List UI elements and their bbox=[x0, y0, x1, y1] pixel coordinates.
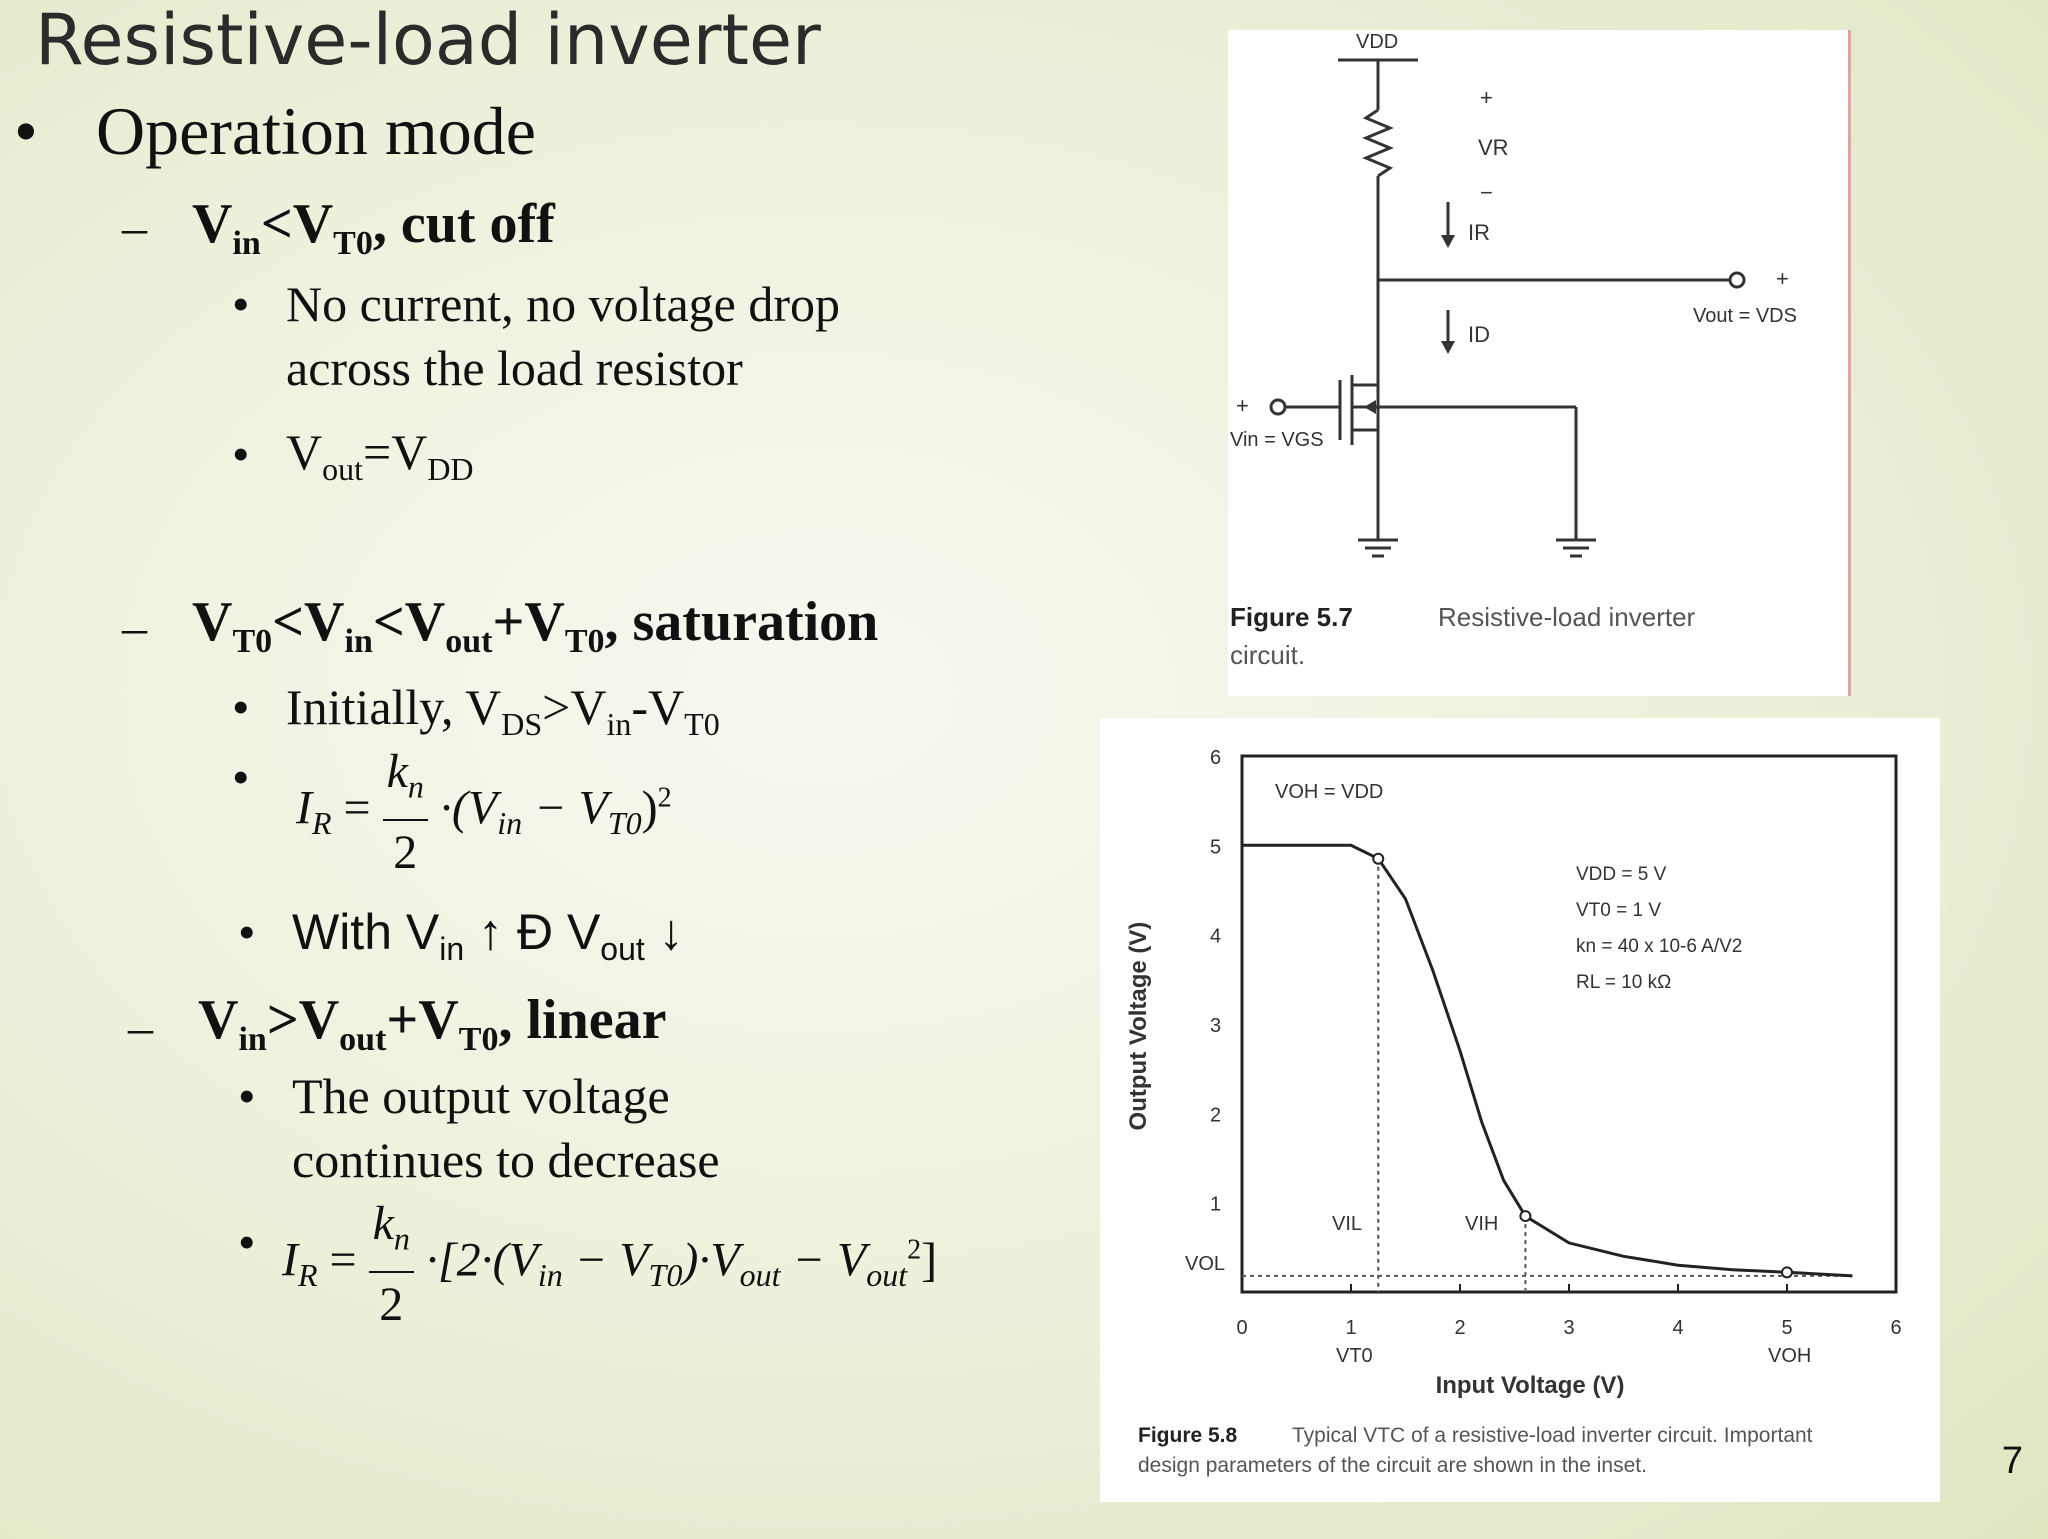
dash-marker: – bbox=[128, 999, 153, 1055]
param-vdd: VDD = 5 V bbox=[1576, 864, 1667, 885]
saturation-equation: $I_R$ = $\frac{k_n}{2}$ $\cdot(V_{in} - V_{T0})^2$ bbox=[296, 740, 672, 885]
x-tick-label: 0 bbox=[1236, 1317, 1248, 1339]
vol-label: VOL bbox=[1185, 1253, 1226, 1275]
id-label: ID bbox=[1468, 322, 1490, 347]
cutoff-point2: $V_{out}=V_{DD}$ bbox=[286, 424, 474, 487]
y-tick-label: 2 bbox=[1210, 1104, 1222, 1127]
linear-point1-line1: The output voltage bbox=[292, 1068, 670, 1124]
bullet-dot: • bbox=[238, 904, 256, 960]
x-tick-label: 1 bbox=[1345, 1317, 1357, 1339]
vtc-marker-point bbox=[1782, 1267, 1792, 1277]
y-tick-label: 1 bbox=[1210, 1193, 1222, 1216]
x-tick-label: 2 bbox=[1454, 1317, 1466, 1339]
figure-5-7-caption-line2: circuit. bbox=[1230, 640, 1306, 670]
vin-label: Vin = VGS bbox=[1230, 429, 1324, 451]
linear-equation: $I_R$ = $\frac{k_n}{2}$ $\cdot[2\cdot(V_{in} - V_{T0})\cdot V_{out} - V_{out}^2]$ bbox=[282, 1192, 937, 1337]
param-vt0: VT0 = 1 V bbox=[1576, 900, 1662, 921]
plus-label: + bbox=[1480, 85, 1493, 110]
vtc-curve-line bbox=[1242, 845, 1852, 1276]
y-axis-label: Output Voltage (V) bbox=[1125, 921, 1152, 1131]
figure-5-8-caption: Typical VTC of a resistive-load inverter circuit. Important bbox=[1292, 1424, 1813, 1447]
slide-title: Resistive-load inverter bbox=[35, 0, 821, 81]
x-tick-label: 5 bbox=[1781, 1317, 1793, 1339]
y-tick-label: 3 bbox=[1210, 1015, 1222, 1037]
figure-5-7-caption: Resistive-load inverter bbox=[1438, 602, 1696, 632]
dash-marker: – bbox=[122, 199, 147, 255]
plot-frame bbox=[1242, 756, 1896, 1292]
saturation-point3: With $V_{in}$ ↑ Ð $V_{out}$ ↓ bbox=[292, 904, 684, 967]
x-tick-label: 3 bbox=[1563, 1317, 1575, 1339]
bullet-dot: • bbox=[232, 679, 250, 735]
minus-label: − bbox=[1480, 180, 1493, 205]
x-axis-label: Input Voltage (V) bbox=[1435, 1372, 1625, 1399]
x-tick-label: 4 bbox=[1672, 1317, 1684, 1339]
bullet-dot: • bbox=[14, 93, 38, 169]
voh-vdd-label: VOH = VDD bbox=[1275, 781, 1384, 803]
vdd-label: VDD bbox=[1356, 31, 1399, 53]
param-rl: RL = 10 kΩ bbox=[1576, 972, 1672, 993]
figure-5-8-caption-bold: Figure 5.8 bbox=[1138, 1424, 1238, 1447]
inverter-circuit-diagram bbox=[1228, 30, 1848, 696]
bullet-dot: • bbox=[232, 426, 250, 482]
cutoff-point1-line1: No current, no voltage drop bbox=[286, 276, 841, 332]
saturation-point1: Initially, $V_{DS}>V_{in}-V_{T0}$ bbox=[286, 679, 720, 742]
page-number: 7 bbox=[2001, 1440, 2023, 1482]
voh-label: VOH bbox=[1768, 1345, 1812, 1367]
linear-point1-line2: continues to decrease bbox=[292, 1132, 720, 1188]
vtc-marker-point bbox=[1373, 854, 1383, 864]
figure-5-7-caption-bold: Figure 5.7 bbox=[1230, 602, 1353, 632]
figure-5-7-panel bbox=[1228, 30, 1851, 696]
plus-label: + bbox=[1236, 393, 1249, 418]
vr-label: VR bbox=[1478, 135, 1509, 160]
linear-heading: $V_{in}>V_{out}+V_{T0}$, linear bbox=[198, 989, 667, 1059]
bullet-operation-mode: Operation mode bbox=[96, 93, 536, 169]
plus-label: + bbox=[1776, 266, 1789, 291]
x-tick-label: 6 bbox=[1890, 1317, 1902, 1339]
vih-label: VIH bbox=[1465, 1213, 1499, 1235]
vtc-marker-point bbox=[1520, 1211, 1530, 1221]
y-tick-label: 4 bbox=[1210, 925, 1222, 948]
vout-label: Vout = VDS bbox=[1693, 305, 1797, 327]
figure-5-8-caption-line2: design parameters of the circuit are shown in the inset. bbox=[1138, 1454, 1647, 1477]
param-kn: kn = 40 x 10-6 A/V2 bbox=[1576, 936, 1743, 957]
ir-label: IR bbox=[1468, 220, 1490, 245]
bullet-dot: • bbox=[232, 276, 250, 332]
cutoff-point1-line2: across the load resistor bbox=[286, 340, 743, 396]
bullet-dot: • bbox=[238, 1068, 256, 1124]
cutoff-heading: $V_{in}<V_{T0}$, cut off bbox=[192, 193, 555, 263]
saturation-heading: $V_{T0}<V_{in}<V_{out}+V_{T0}$, saturation bbox=[192, 591, 879, 661]
bullet-dot: • bbox=[238, 1214, 256, 1270]
vt0-label: VT0 bbox=[1336, 1345, 1373, 1367]
y-tick-label: 5 bbox=[1210, 836, 1222, 859]
y-tick-label: 6 bbox=[1210, 747, 1222, 769]
figure-5-8-panel bbox=[1100, 718, 1940, 1502]
bullet-dot: • bbox=[232, 749, 250, 805]
vil-label: VIL bbox=[1332, 1213, 1363, 1235]
vtc-chart bbox=[1100, 718, 1940, 1502]
dash-marker: – bbox=[122, 599, 147, 655]
